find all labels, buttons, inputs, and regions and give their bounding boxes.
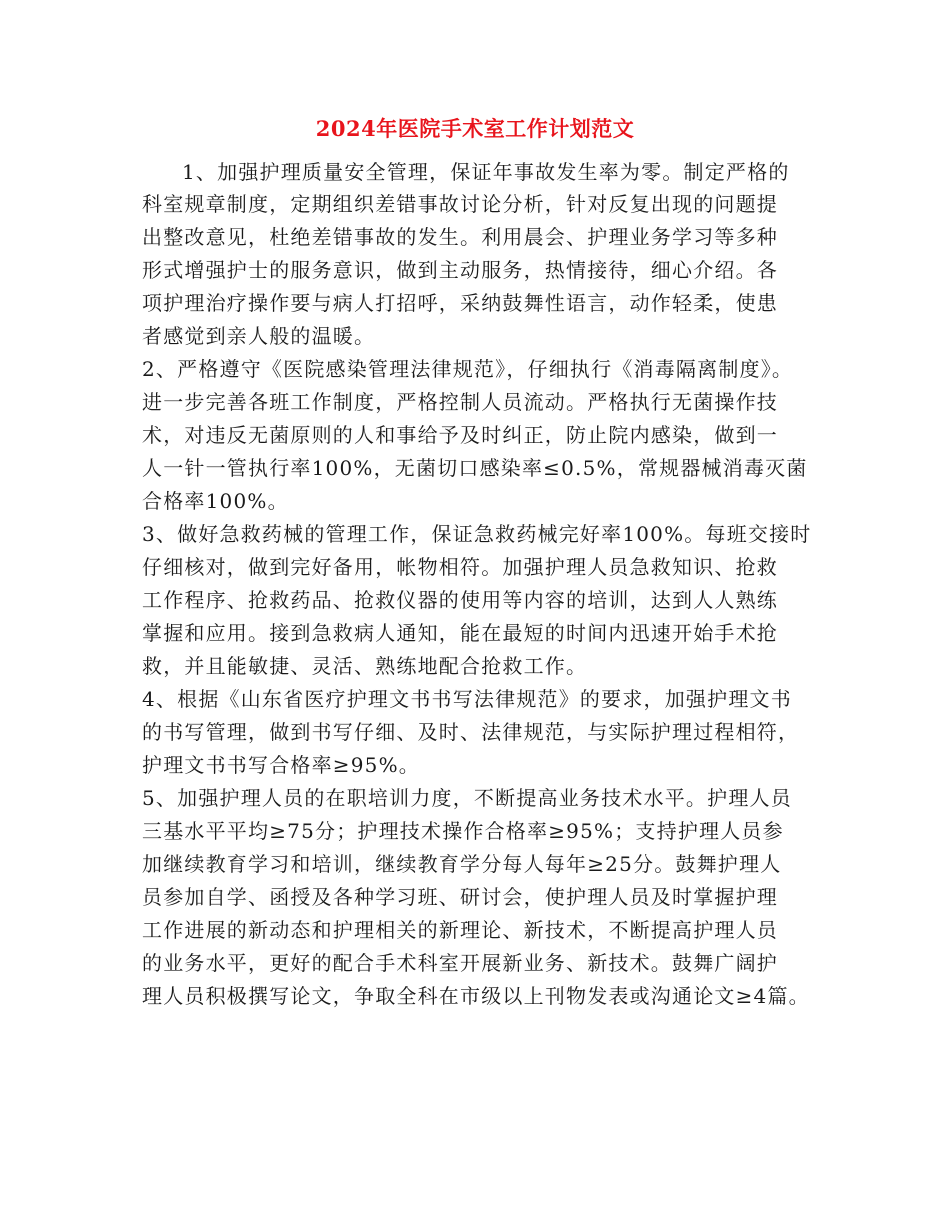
paragraph-2-line-2: 进一步完善各班工作制度，严格控制人员流动。严格执行无菌操作技 <box>142 390 778 414</box>
paragraph-2-line-3: 术，对违反无菌原则的人和事给予及时纠正，防止院内感染，做到一 <box>142 423 778 447</box>
paragraph-5-line-4: 员参加自学、函授及各种学习班、研讨会，使护理人员及时掌握护理 <box>142 885 778 909</box>
paragraph-4-line-2: 的书写管理，做到书写仔细、及时、法律规范，与实际护理过程相符， <box>142 720 800 744</box>
paragraph-2-line-4: 人一针一管执行率100%，无菌切口感染率≤0.5%，常规器械消毒灭菌 <box>142 456 808 480</box>
paragraph-5-line-5: 工作进展的新动态和护理相关的新理论、新技术，不断提高护理人员 <box>142 918 778 942</box>
paragraph-1-line-3: 出整改意见，杜绝差错事故的发生。利用晨会、护理业务学习等多种 <box>142 225 778 249</box>
paragraph-5-line-3: 加继续教育学习和培训，继续教育学分每人每年≥25分。鼓舞护理人 <box>142 852 782 876</box>
document-title: 2024年医院手术室工作计划范文 <box>315 116 635 141</box>
paragraph-5-line-2: 三基水平平均≥75分；护理技术操作合格率≥95%；支持护理人员参 <box>142 819 784 843</box>
paragraph-5-line-1: 5、加强护理人员的在职培训力度，不断提高业务技术水平。护理人员 <box>142 786 792 810</box>
paragraph-1-line-1: 1、加强护理质量安全管理，保证年事故发生率为零。制定严格的 <box>182 160 790 184</box>
paragraph-4-line-1: 4、根据《山东省医疗护理文书书写法律规范》的要求，加强护理文书 <box>142 687 792 711</box>
paragraph-3-line-3: 工作程序、抢救药品、抢救仪器的使用等内容的培训，达到人人熟练 <box>142 588 778 612</box>
paragraph-3-line-2: 仔细核对，做到完好备用，帐物相符。加强护理人员急救知识、抢救 <box>142 555 778 579</box>
paragraph-4-line-3: 护理文书书写合格率≥95%。 <box>142 753 421 777</box>
paragraph-5-line-6: 的业务水平，更好的配合手术科室开展新业务、新技术。鼓舞广阔护 <box>142 951 778 975</box>
paragraph-3-line-4: 掌握和应用。接到急救病人通知，能在最短的时间内迅速开始手术抢 <box>142 621 778 645</box>
paragraph-1-line-2: 科室规章制度，定期组织差错事故讨论分析，针对反复出现的问题提 <box>142 192 778 216</box>
paragraph-2-line-1: 2、严格遵守《医院感染管理法律规范》，仔细执行《消毒隔离制度》。 <box>142 357 794 381</box>
paragraph-1-line-4: 形式增强护士的服务意识，做到主动服务，热情接待，细心介绍。各 <box>142 258 778 282</box>
paragraph-2-line-5: 合格率100%。 <box>142 489 289 513</box>
paragraph-5-line-7: 理人员积极撰写论文，争取全科在市级以上刊物发表或沟通论文≥4篇。 <box>142 984 810 1008</box>
paragraph-3-line-1: 3、做好急救药械的管理工作，保证急救药械完好率100%。每班交接时 <box>142 522 812 546</box>
paragraph-1-line-6: 者感觉到亲人般的温暖。 <box>142 324 376 348</box>
paragraph-3-line-5: 救，并且能敏捷、灵活、熟练地配合抢救工作。 <box>142 654 588 678</box>
paragraph-1-line-5: 项护理治疗操作要与病人打招呼，采纳鼓舞性语言，动作轻柔，使患 <box>142 291 778 315</box>
